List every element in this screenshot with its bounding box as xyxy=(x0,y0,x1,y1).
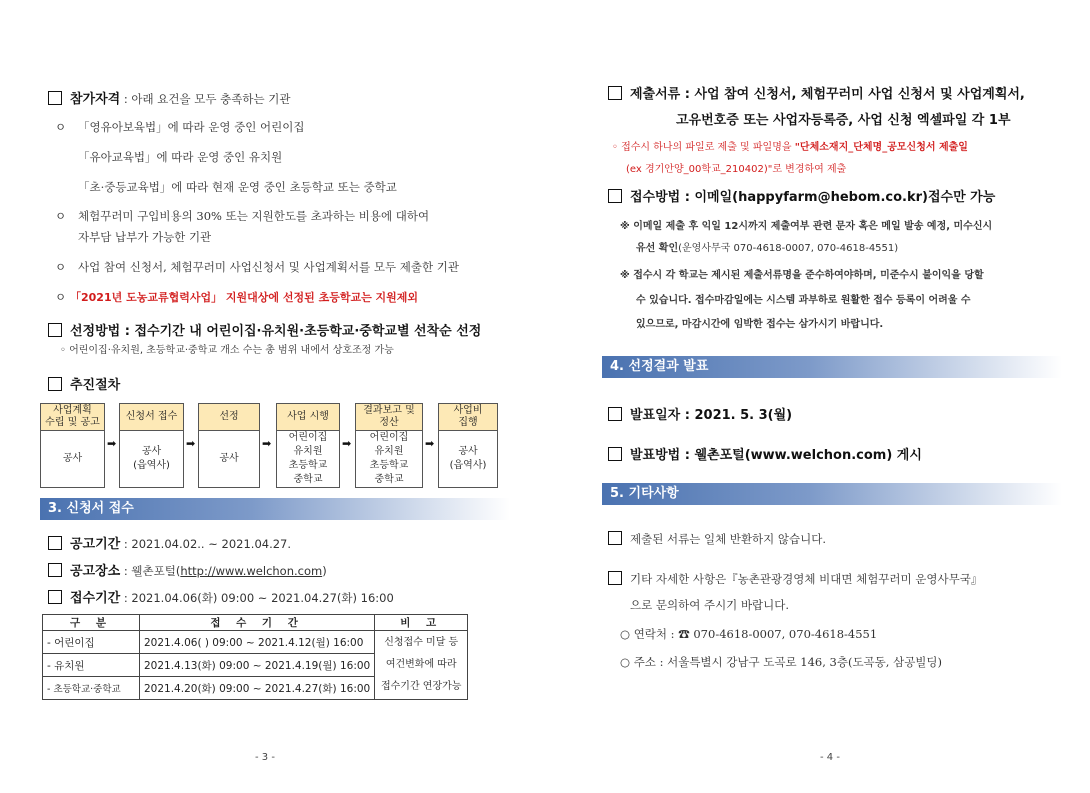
checkbox-icon xyxy=(608,86,622,100)
method-note-1-line1: ※ 이메일 제출 후 익일 12시까지 제출여부 관련 문자 혹은 메일 발송 예정, 미수신시 xyxy=(620,221,993,232)
method-heading: 접수방법 : 이메일(happyfarm@hebom.co.kr)접수만 가능 xyxy=(608,186,995,205)
step-5-body: 어린이집 유치원 초등학교 중학교 xyxy=(355,430,423,488)
bullet: ○ xyxy=(620,655,631,669)
step-3-body: 공사 xyxy=(198,430,260,488)
qual-item-1-line1: 「영유아보육법」에 따라 운영 중인 어린이집 xyxy=(78,120,305,134)
step-4-body: 어린이집 유치원 초등학교 중학교 xyxy=(276,430,340,488)
address-line: ○ 주소 : 서울특별시 강남구 도곡로 146, 3층(도곡동, 삼공빌딩) xyxy=(620,655,943,669)
checkbox-icon xyxy=(48,377,62,391)
selection-note: ◦ 어린이집·유치원, 초등학교·중학교 개소 수는 총 범위 내에서 상호조정 가능 xyxy=(60,345,394,356)
selection-heading: 선정방법 : 접수기간 내 어린이집·유치원·초등학교·중학교별 선착순 선정 xyxy=(48,320,481,339)
qual-bullet-1: ㅇ xyxy=(55,120,67,134)
announce-date: 발표일자 : 2021. 5. 3(월) xyxy=(608,404,792,423)
checkbox-icon xyxy=(608,407,622,421)
receipt-period: 접수기간 : 2021.04.06(화) 09:00 ~ 2021.04.27(화) 16:00 xyxy=(48,587,394,606)
table-header-note: 비 고 xyxy=(375,615,468,631)
arrow-icon: ➡ xyxy=(342,437,352,450)
filename-warning: ◦ 접수시 하나의 파일로 제출 및 파일명을 "단체소재지_단체명_공모신청서 제출일 xyxy=(612,142,968,153)
table-row xyxy=(43,631,468,654)
qualification-heading: 참가자격 : 아래 요건을 모두 충족하는 기관 xyxy=(48,88,290,107)
qual-item-2-line2: 자부담 납부가 가능한 기관 xyxy=(78,230,212,244)
row-type: - 초등학교·중학교 xyxy=(43,677,140,700)
step-4-head: 사업 시행 xyxy=(276,403,340,431)
method-note-2-line2: 수 있습니다. 접수마감일에는 시스템 과부하로 원활한 접수 등록이 어려울 수 xyxy=(636,295,971,306)
step-6-body: 공사 (읍역사) xyxy=(438,430,498,488)
qual-item-1-line2: 「유아교육법」에 따라 운영 중인 유치원 xyxy=(78,150,283,164)
qual-item-2-line1: 체험꾸러미 구입비용의 30% 또는 지원한도를 초과하는 비용에 대하여 xyxy=(78,209,430,223)
etc-item-2-line2: 으로 문의하여 주시기 바랍니다. xyxy=(630,598,790,612)
step-1-body: 공사 xyxy=(40,430,105,488)
etc-item-2: 기타 자세한 사항은『농촌관광경영체 비대면 체험꾸러미 운영사무국』 xyxy=(608,571,982,587)
row-period: 2021.4.06( ) 09:00 ~ 2021.4.12(월) 16:00 xyxy=(140,631,375,654)
welchon-link[interactable]: http://www.welchon.com xyxy=(180,564,323,578)
checkbox-icon xyxy=(608,531,622,545)
checkbox-icon xyxy=(608,447,622,461)
method-note-1-line2: 유선 확인(운영사무국 070-4618-0007, 070-4618-4551) xyxy=(636,243,899,254)
notice-period: 공고기간 : 2021.04.02.. ~ 2021.04.27. xyxy=(48,533,291,552)
step-5-head: 결과보고 및 정산 xyxy=(355,403,423,431)
announce-method: 발표방법 : 웰촌포털(www.welchon.com) 게시 xyxy=(608,444,922,463)
checkbox-icon xyxy=(48,91,62,105)
checkbox-icon xyxy=(608,571,622,585)
step-3-head: 선정 xyxy=(198,403,260,431)
step-6-head: 사업비 집행 xyxy=(438,403,498,431)
method-note-2-line3: 있으므로, 마감시간에 임박한 접수는 삼가시기 바랍니다. xyxy=(636,319,884,330)
arrow-icon: ➡ xyxy=(262,437,272,450)
schedule-note: 신청접수 미달 등 여건변화에 따라 접수기간 연장가능 xyxy=(375,631,468,700)
qual-bullet-2: ㅇ xyxy=(55,209,67,223)
table-header-row xyxy=(43,615,468,631)
schedule-table xyxy=(42,614,468,700)
filename-warning-line2: (ex 경기안양_00학교_210402)"로 변경하여 제출 xyxy=(626,164,847,175)
etc-item-1: 제출된 서류는 일체 반환하지 않습니다. xyxy=(608,531,826,547)
page-number-right: - 4 - xyxy=(820,752,840,763)
method-note-2-line1: ※ 접수시 각 학교는 제시된 제출서류명을 준수하여야하며, 미준수시 불이익을 당할 xyxy=(620,270,984,281)
documents-heading-line2: 고유번호증 또는 사업자등록증, 사업 신청 엑셀파일 각 1부 xyxy=(676,113,1011,128)
step-2-head: 신청서 접수 xyxy=(119,403,184,431)
contact-line: ○ 연락처 : ☎ 070-4618-0007, 070-4618-4551 xyxy=(620,627,878,641)
checkbox-icon xyxy=(48,563,62,577)
qual-item-4-excluded: 「2021년 도농교류협력사업」 지원대상에 선정된 초등학교는 지원제외 xyxy=(70,291,419,304)
row-type: - 유치원 xyxy=(43,654,140,677)
notice-place: 공고장소 : 웰촌포털(http://www.welchon.com) xyxy=(48,560,327,579)
page-number-left: - 3 - xyxy=(255,752,275,763)
checkbox-icon xyxy=(48,590,62,604)
checkbox-icon xyxy=(48,323,62,337)
arrow-icon: ➡ xyxy=(107,437,117,450)
row-type: - 어린이집 xyxy=(43,631,140,654)
row-period: 2021.4.20(화) 09:00 ~ 2021.4.27(화) 16:00 xyxy=(140,677,375,700)
qual-item-3: 사업 참여 신청서, 체험꾸러미 사업신청서 및 사업계획서를 모두 제출한 기관 xyxy=(78,260,459,274)
arrow-icon: ➡ xyxy=(425,437,435,450)
checkbox-icon xyxy=(48,536,62,550)
table-header-type: 구 분 xyxy=(43,615,140,631)
qual-bullet-4: ㅇ xyxy=(55,290,67,304)
step-1-head: 사업계획 수립 및 공고 xyxy=(40,403,105,431)
arrow-icon: ➡ xyxy=(186,437,196,450)
step-2-body: 공사 (읍역사) xyxy=(119,430,184,488)
qual-bullet-3: ㅇ xyxy=(55,260,67,274)
procedure-heading: 추진절차 xyxy=(48,374,120,393)
table-header-period: 접 수 기 간 xyxy=(140,615,375,631)
row-period: 2021.4.13(화) 09:00 ~ 2021.4.19(월) 16:00 xyxy=(140,654,375,677)
section-3-header: 3. 신청서 접수 xyxy=(40,498,510,520)
section-4-header: 4. 선정결과 발표 xyxy=(602,356,1062,378)
qual-item-1-line3: 「초·중등교육법」에 따라 현재 운영 중인 초등학교 또는 중학교 xyxy=(78,180,397,194)
documents-heading: 제출서류 : 사업 참여 신청서, 체험꾸러미 사업 신청서 및 사업계획서, xyxy=(608,83,1025,102)
checkbox-icon xyxy=(608,189,622,203)
bullet: ○ xyxy=(620,627,631,641)
section-5-header: 5. 기타사항 xyxy=(602,483,1062,505)
